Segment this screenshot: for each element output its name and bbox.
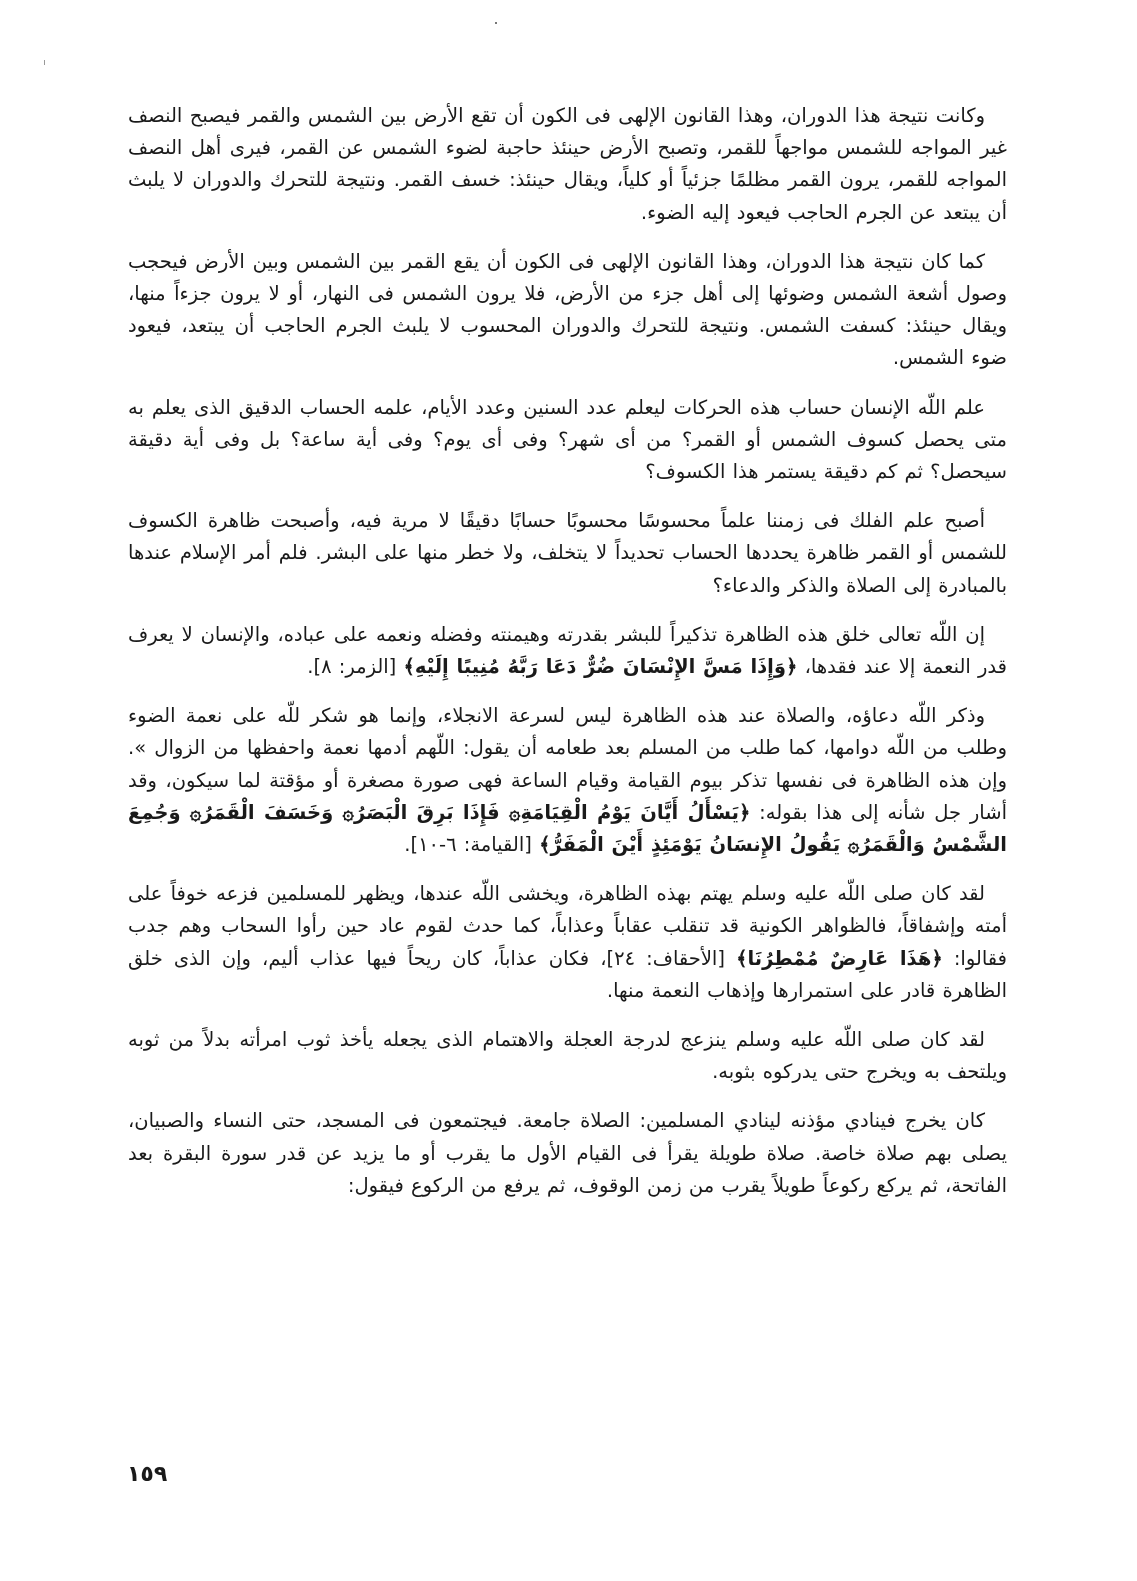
paragraph-text: [الزمر: ٨].: [307, 655, 404, 679]
paragraph: [128, 1105, 1007, 1202]
paragraph-text: وكانت نتيجة هذا الدوران، وهذا القانون الإلهى فى الكون أن تقع الأرض بين الشمس والقمر فيصبح النصف غير المواجه للشمس مواجهاً للقمر، وتصبح الأرض حينئذ حاجبة لضوء الشمس عن القمر، فيرى أهل النصف المواجه للقمر، يرون القمر مظلمًا جزئياً أو كلياً، ويقال حينئذ: خسف القمر. ونتيجة للتحرك والدوران لا يلبث أن يبتعد عن الجرم الحاجب فيعود إليه الضوء.: [128, 104, 1007, 224]
scan-speck: [495, 22, 497, 24]
paragraph-text: لقد كان صلى اللّه عليه وسلم يهتم بهذه الظاهرة، ويخشى اللّه عندها، ويظهر للمسلمين فزعه خوفاً على أمته وإشفاقاً، فالظواهر الكونية قد تنقلب عقاباً وعذاباً، كما حدث لقوم عاد حين رأوا السحاب وهم جدب فقالوا:: [128, 882, 1007, 970]
paragraph: [128, 878, 1007, 1007]
paragraph: [128, 392, 1007, 489]
paragraph-text: كما كان نتيجة هذا الدوران، وهذا القانون الإلهى فى الكون أن يقع القمر بين الشمس وبين الأرض فيحجب وصول أشعة الشمس وضوئها إلى أهل جزء من الأرض، فلا يرون الشمس فى النهار، أو لا يرون جزءاً منها، ويقال حينئذ: كسفت الشمس. ونتيجة للتحرك والدوران المحسوب لا يلبث الجرم الحاجب أن يبتعد، فيعود ضوء الشمس.: [128, 249, 1007, 370]
paragraph-text: إن اللّه تعالى خلق هذه الظاهرة تذكيراً للبشر بقدرته وهيمنته وفضله ونعمه على عباده، والإنسان لا يعرف قدر النعمة إلا عند فقدها،: [128, 622, 1007, 679]
paragraph-text: علم اللّه الإنسان حساب هذه الحركات ليعلم عدد السنين وعدد الأيام، علمه الحساب الدقيق الذى يعلم به متى يحصل كسوف الشمس أو القمر؟ من أى شهر؟ وفى أى يوم؟ وفى أية ساعة؟ بل وفى أية دقيقة سيحصل؟ ثم كم دقيقة يستمر هذا الكسوف؟: [128, 395, 1007, 484]
paragraph-text: [الأحقاف: ٢٤]، فكان عذاباً، كان ريحاً فيها عذاب أليم، وإن الذى خلق الظاهرة قادر على استمرارها وإذهاب النعمة منها.: [128, 946, 1007, 1002]
paragraph-text: لقد كان صلى اللّه عليه وسلم ينزعج لدرجة العجلة والاهتمام الذى يجعله يأخذ ثوب امرأته بدلاً من ثوبه ويلتحف به ويخرج حتى يدركوه بثوبه.: [128, 1028, 1007, 1084]
quran-verse: ﴿هَذَا عَارِضٌ مُمْطِرُنَا﴾: [736, 946, 943, 970]
paragraph-text: أصبح علم الفلك فى زمننا علماً محسوسًا محسوبًا حسابًا دقيقًا لا مرية فيه، وأصبحت ظاهرة الكسوف للشمس أو القمر ظاهرة يحددها الحساب تحديداً لا يتخلف، ولا خطر منها على البشر. فلم أمر الإسلام عندها بالمبادرة إلى الصلاة والذكر والدعاء؟: [128, 509, 1007, 597]
paragraph: [128, 246, 1007, 375]
paragraph-text: وذكر اللّه دعاؤه، والصلاة عند هذه الظاهرة ليس لسرعة الانجلاء، وإنما هو شكر للّه على نعمة الضوء وطلب من اللّه دوامها، كما طلب من المسلم بعد طعامه أن يقول: اللّهم أدمها نعمة واحفظها من الزوال ». وإن هذه الظاهرة فى نفسها تذكر بيوم القيامة وقيام الساعة فهى صورة مصغرة أو مؤقتة لما سيكون، وقد أشار جل شأنه إلى هذا بقوله:: [128, 704, 1007, 824]
quran-verse: ﴿يَسْأَلُ أَيَّانَ يَوْمُ الْقِيَامَةِ۞ فَإِذَا بَرِقَ الْبَصَرُ۞ وَخَسَفَ الْقَمَرُ۞ وَجُمِعَ الشَّمْسُ وَالْقَمَرُ۞ يَقُولُ الإِنسَانُ يَوْمَئِذٍ أَيْنَ الْمَفَرُّ﴾: [128, 800, 1007, 857]
paragraph: [128, 1024, 1007, 1088]
paragraph: [128, 700, 1007, 861]
paragraph: [128, 619, 1007, 683]
paragraph: [128, 100, 1007, 229]
scan-speck: [44, 60, 45, 65]
page-body: [128, 100, 1007, 1219]
paragraph-text: كان يخرج فينادي مؤذنه لينادي المسلمين: الصلاة جامعة. فيجتمعون فى المسجد، حتى النساء والصبيان، يصلى بهم صلاة خاصة. صلاة طويلة يقرأ فى القيام الأول ما يقرب أو ما يزيد عن قدر سورة البقرة بعد الفاتحة، ثم يركع ركوعاً طويلاً يقرب من زمن الوقوف، ثم يرفع من الركوع فيقول:: [128, 1109, 1007, 1197]
page-number: ١٥٩: [127, 1462, 168, 1487]
quran-verse: ﴿وَإِذَا مَسَّ الإِنْسَانَ ضُرٌّ دَعَا رَبَّهُ مُنِيبًا إِلَيْهِ﴾: [403, 655, 798, 679]
paragraph-text: [القيامة: ٦-١٠].: [404, 833, 540, 857]
paragraph: [128, 505, 1007, 602]
